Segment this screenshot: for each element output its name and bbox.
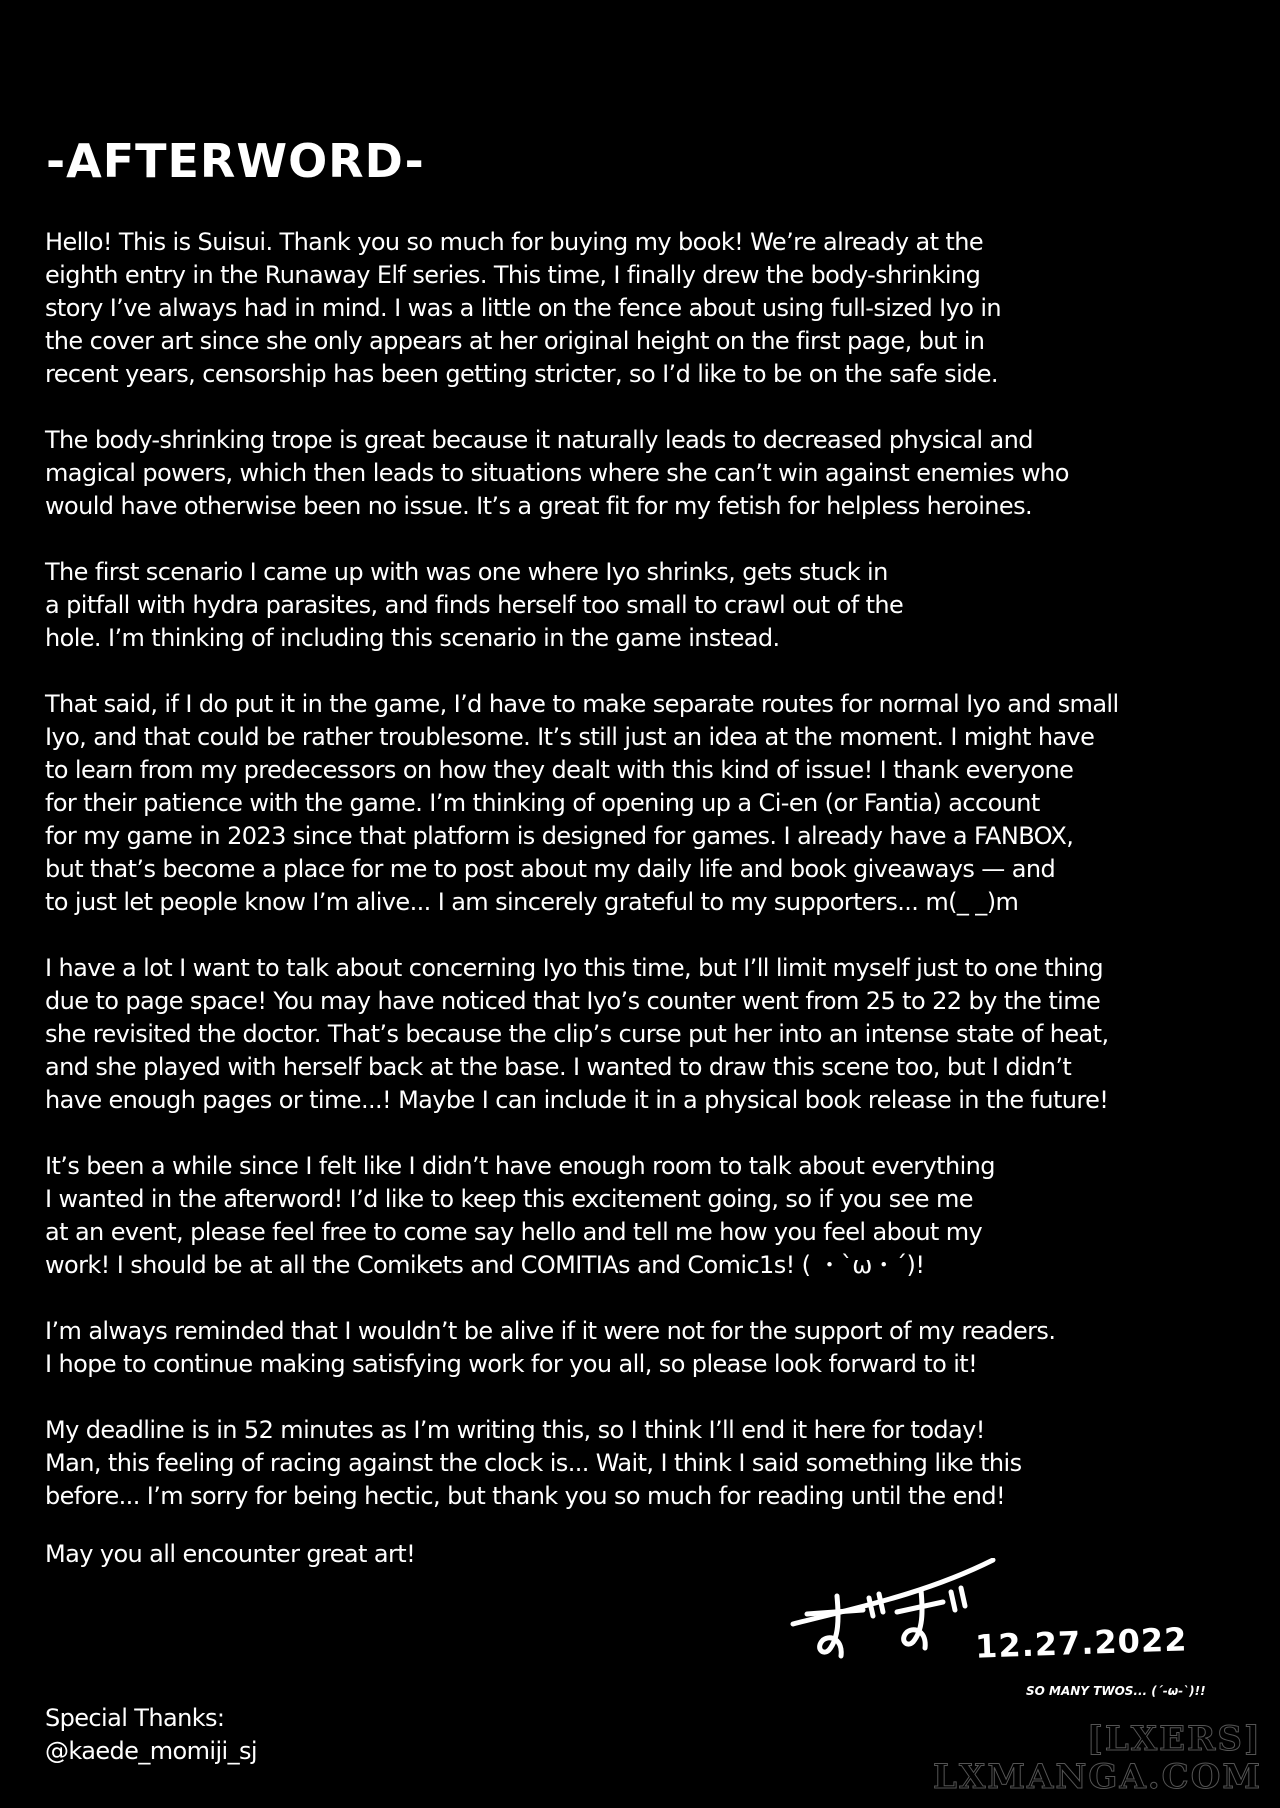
watermark-line-2: LXMANGA.COM <box>933 1757 1262 1797</box>
text-line: before... I’m sorry for being hectic, but thank you so much for reading until the end! <box>45 1482 1006 1510</box>
paragraph-8 <box>45 1414 1255 1513</box>
text-line: for my game in 2023 since that platform is designed for games. I already have a FANBOX, <box>45 822 1074 850</box>
text-line: I hope to continue making satisfying work for you all, so please look forward to it! <box>45 1350 978 1378</box>
paragraph-7 <box>45 1315 1255 1381</box>
text-line: eighth entry in the Runaway Elf series. This time, I finally drew the body-shrinking <box>45 261 981 289</box>
text-line: at an event, please feel free to come say hello and tell me how you feel about my <box>45 1218 983 1246</box>
date-note: SO MANY TWOS... (´-ω-`)!! <box>1026 1684 1206 1698</box>
text-line: hole. I’m thinking of including this scenario in the game instead. <box>45 624 780 652</box>
text-line: and she played with herself back at the base. I wanted to draw this scene too, but I didn’t <box>45 1053 1072 1081</box>
text-line: My deadline is in 52 minutes as I’m writing this, so I think I’ll end it here for today! <box>45 1416 985 1444</box>
text-line: story I’ve always had in mind. I was a little on the fence about using full-sized Iyo in <box>45 294 1002 322</box>
text-line: It’s been a while since I felt like I didn’t have enough room to talk about everything <box>45 1152 995 1180</box>
text-line: the cover art since she only appears at her original height on the first page, but in <box>45 327 985 355</box>
text-line: to just let people know I’m alive... I am sincerely grateful to my supporters... m(_ _)m <box>45 888 1019 916</box>
special-thanks-handle: @kaede_momiji_sj <box>45 1737 257 1765</box>
paragraph-5 <box>45 952 1255 1117</box>
watermark <box>933 1720 1262 1796</box>
closing-line: May you all encounter great art! <box>45 1540 416 1568</box>
special-thanks-label: Special Thanks: <box>45 1704 225 1732</box>
text-line: I wanted in the afterword! I’d like to keep this excitement going, so if you see me <box>45 1185 973 1213</box>
text-line: recent years, censorship has been getting stricter, so I’d like to be on the safe side. <box>45 360 998 388</box>
text-line: but that’s become a place for me to post about my daily life and book giveaways — and <box>45 855 1056 883</box>
special-thanks <box>45 1702 257 1768</box>
text-line: Hello! This is Suisui. Thank you so much for buying my book! We’re already at the <box>45 228 984 256</box>
text-line: she revisited the doctor. That’s because the clip’s curse put her into an intense state of heat, <box>45 1020 1109 1048</box>
text-line: would have otherwise been no issue. It’s a great fit for my fetish for helpless heroines. <box>45 492 1033 520</box>
paragraph-3 <box>45 556 1255 655</box>
page-title: -AFTERWORD- <box>46 134 425 188</box>
text-line: work! I should be at all the Comikets and COMITIAs and Comic1s! ( ・`ω・´)! <box>45 1251 925 1279</box>
text-line: have enough pages or time...! Maybe I can include it in a physical book release in the future! <box>45 1086 1109 1114</box>
text-line: to learn from my predecessors on how they dealt with this kind of issue! I thank everyone <box>45 756 1074 784</box>
paragraph-1 <box>45 226 1255 391</box>
paragraph-6 <box>45 1150 1255 1282</box>
text-line: I’m always reminded that I wouldn’t be alive if it were not for the support of my readers. <box>45 1317 1056 1345</box>
text-line: Iyo, and that could be rather troublesome. It’s still just an idea at the moment. I might have <box>45 723 1095 751</box>
text-line: That said, if I do put it in the game, I’d have to make separate routes for normal Iyo and small <box>45 690 1119 718</box>
paragraph-4 <box>45 688 1255 919</box>
text-line: magical powers, which then leads to situations where she can’t win against enemies who <box>45 459 1069 487</box>
text-line: due to page space! You may have noticed that Iyo’s counter went from 25 to 22 by the time <box>45 987 1101 1015</box>
watermark-line-1: [LXERS] <box>1086 1719 1262 1759</box>
text-line: The first scenario I came up with was one where Iyo shrinks, gets stuck in <box>45 558 888 586</box>
text-line: a pitfall with hydra parasites, and finds herself too small to crawl out of the <box>45 591 904 619</box>
signature-date: 12.27.2022 <box>974 1620 1189 1666</box>
text-line: I have a lot I want to talk about concerning Iyo this time, but I’ll limit myself just to one thing <box>45 954 1104 982</box>
text-line: for their patience with the game. I’m thinking of opening up a Ci-en (or Fantia) account <box>45 789 1040 817</box>
afterword-body <box>45 226 1255 1546</box>
text-line: Man, this feeling of racing against the clock is... Wait, I think I said something like this <box>45 1449 1022 1477</box>
paragraph-2 <box>45 424 1255 523</box>
text-line: The body-shrinking trope is great because it naturally leads to decreased physical and <box>45 426 1033 454</box>
